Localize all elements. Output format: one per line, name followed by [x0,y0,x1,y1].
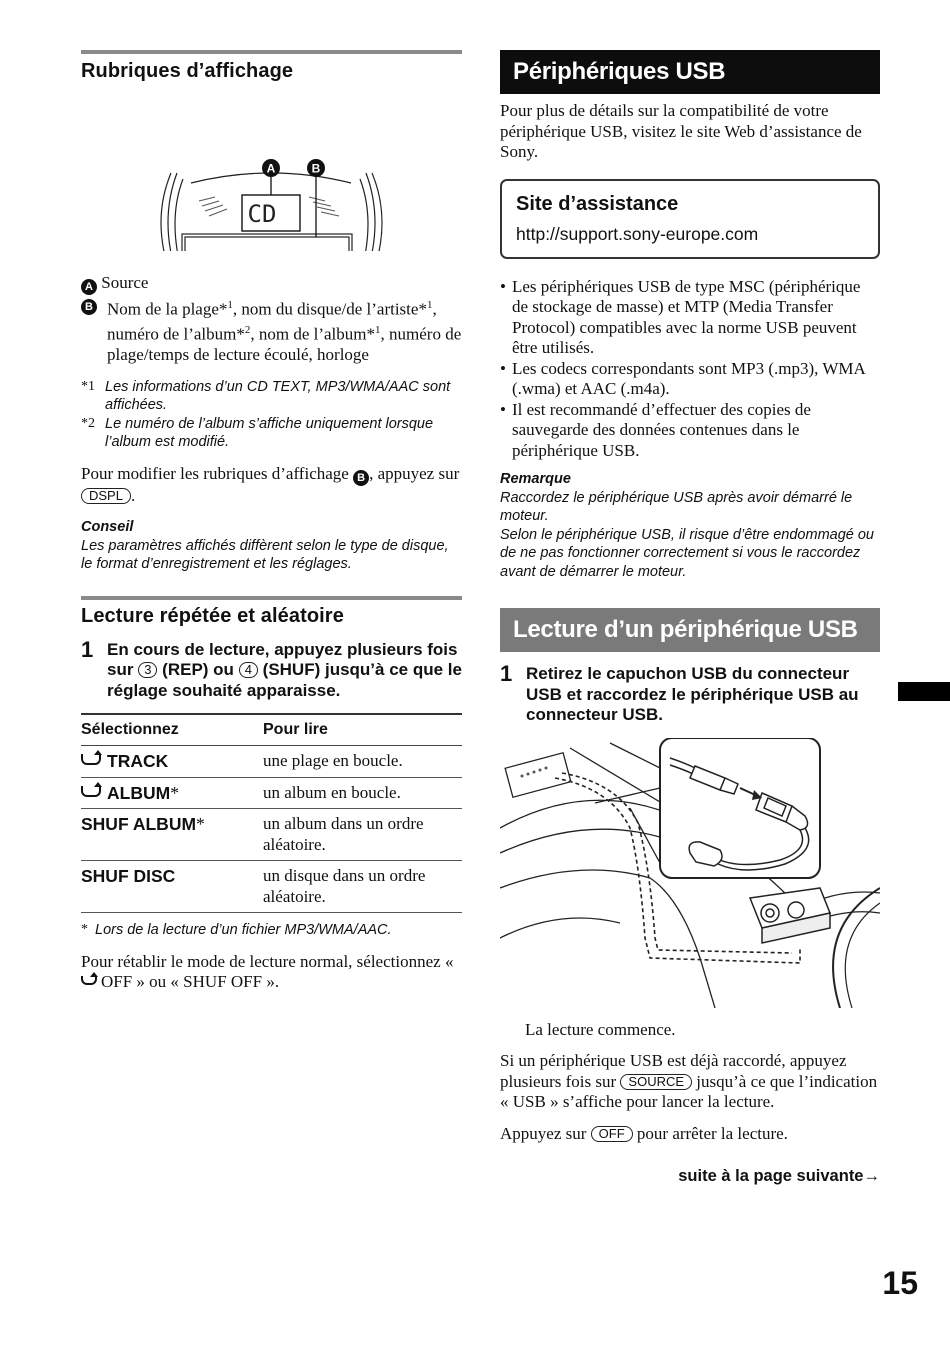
key-4: 4 [239,662,258,678]
repeat-icon [81,754,101,765]
right-column [500,50,880,1186]
playback-starts: La lecture commence. [525,1019,676,1039]
stop-instruction: Appuyez sur OFF pour arrêter la lecture. [500,1123,788,1143]
step-text: Retirez le capuchon USB du connecteur USB et raccordez le périphérique USB au connecteur USB. [526,664,859,724]
key-3: 3 [138,662,157,678]
table-footnote: * Lors de la lecture d’un fichier MP3/WMA/AAC. [81,922,392,939]
left-column [81,50,462,993]
callout-b-label: B [311,161,321,176]
callout-a-label: A [266,161,276,176]
table-row: ALBUM* un album en boucle. [81,777,462,809]
table-header-play: Pour lire [263,714,462,746]
lcd-source-text: CD [247,200,277,228]
display-items-list [81,273,462,366]
banner-playing-usb: Lecture d’un périphérique USB [500,608,880,652]
tip-title: Conseil [81,519,134,536]
reset-mode-instruction: Pour rétablir le mode de lecture normal, sélectionnez « OFF » ou « SHUF OFF ». [81,951,454,992]
source-key: SOURCE [620,1074,692,1090]
item-a [81,273,462,295]
usb-connection-illustration [500,738,880,1008]
section-title-repeat-shuffle: Lecture répétée et aléatoire [81,604,344,627]
callout-b-mark: B [81,299,97,315]
note-title: Remarque [500,471,571,487]
section-rule [81,50,462,54]
step-number: 1 [500,661,513,686]
off-key: OFF [591,1126,633,1142]
note-block [500,470,880,581]
step-number: 1 [81,636,94,662]
callout-a-mark: A [81,279,97,295]
table-header-select: Sélectionnez [81,714,263,746]
repeat-mode-table [81,713,462,913]
usb-connection-figure [500,738,880,1008]
footnote-1: *1 Les informations d’un CD TEXT, MP3/WMA/AAC sont affichées. [81,378,451,414]
section-tab-marker [898,682,950,701]
table-header-row [81,714,462,746]
note-text-1: Raccordez le périphérique USB après avoir démarré le moteur. [500,489,853,524]
item-b [81,295,462,366]
dspl-key: DSPL [81,488,131,504]
list-item: • Les codecs correspondants sont MP3 (.mp3), WMA (.wma) et AAC (.m4a). [500,359,880,400]
table-row: SHUF DISC un disque dans un ordre aléatoire. [81,861,462,913]
step-text: En cours de lecture, appuyez plusieurs fois sur 3 (REP) ou 4 (SHUF) jusqu’à ce que le réglage souhaité apparaisse. [107,639,462,700]
list-item: • Il est recommandé d’effectuer des copies de sauvegarde des données contenues dans le périphérique USB. [500,400,880,462]
usb-step-1 [500,661,880,726]
continued-next-page: suite à la page suivante→ [678,1167,880,1185]
repeat-icon [81,786,101,797]
item-a-text: Source [101,273,149,292]
section-title-display-items: Rubriques d’affichage [81,60,294,82]
item-b-text: Nom de la plage*$^1$, nom du disque/de l’artiste*$^1$, numéro de l’album*$^2$, nom de l’album*$^1$, numéro de plage/temps de lecture écoulé, horloge [107,299,462,365]
arrow-right-icon: → [863,1167,880,1185]
page-number: 15 [882,1265,918,1301]
list-item: • Les périphériques USB de type MSC (périphérique de stockage de masse) et MTP (Media Transfer Protocol) compatibles avec la norme USB peuvent être utilisés. [500,277,880,359]
already-connected-instruction: Si un périphérique USB est déjà raccordé, appuyez plusieurs fois sur SOURCE jusqu’à ce que l’indication « USB » s’affiche pour lancer la lecture. [500,1051,878,1111]
tip-text: Les paramètres affichés diffèrent selon le type de disque, le format d’enregistrement et les réglages. [81,537,449,573]
usb-intro: Pour plus de détails sur la compatibilité de votre périphérique USB, visitez le site Web d’assistance de Sony. [500,101,862,161]
tip-block [81,518,462,574]
repeat-step-1 [81,636,462,702]
footnote-2: *2 Le numéro de l’album s’affiche uniquement lorsque l’album est modifié. [81,415,434,451]
modify-display-instruction: Pour modifier les rubriques d’affichage B , appuyez sur DSPL . [81,463,460,505]
display-figure [81,101,462,251]
footnotes [81,378,462,452]
head-unit-display-illustration [81,101,462,251]
support-site-title: Site d’assistance [516,192,679,215]
banner-usb-devices: Périphériques USB [500,50,880,94]
note-text-2: Selon le périphérique USB, il risque d’être endommagé ou de ne pas fonctionner correctement si vous le raccordez avant de démarrer le moteur. [500,526,874,580]
support-site-box [500,179,880,259]
table-row: SHUF ALBUM* un album dans un ordre aléatoire. [81,809,462,861]
usb-bullet-list [500,277,880,462]
table-row: TRACK une plage en boucle. [81,746,462,778]
section-rule [81,596,462,600]
support-site-url[interactable]: http://support.sony-europe.com [516,223,759,244]
repeat-icon [81,976,97,985]
callout-b-mark-inline: B [353,470,369,486]
